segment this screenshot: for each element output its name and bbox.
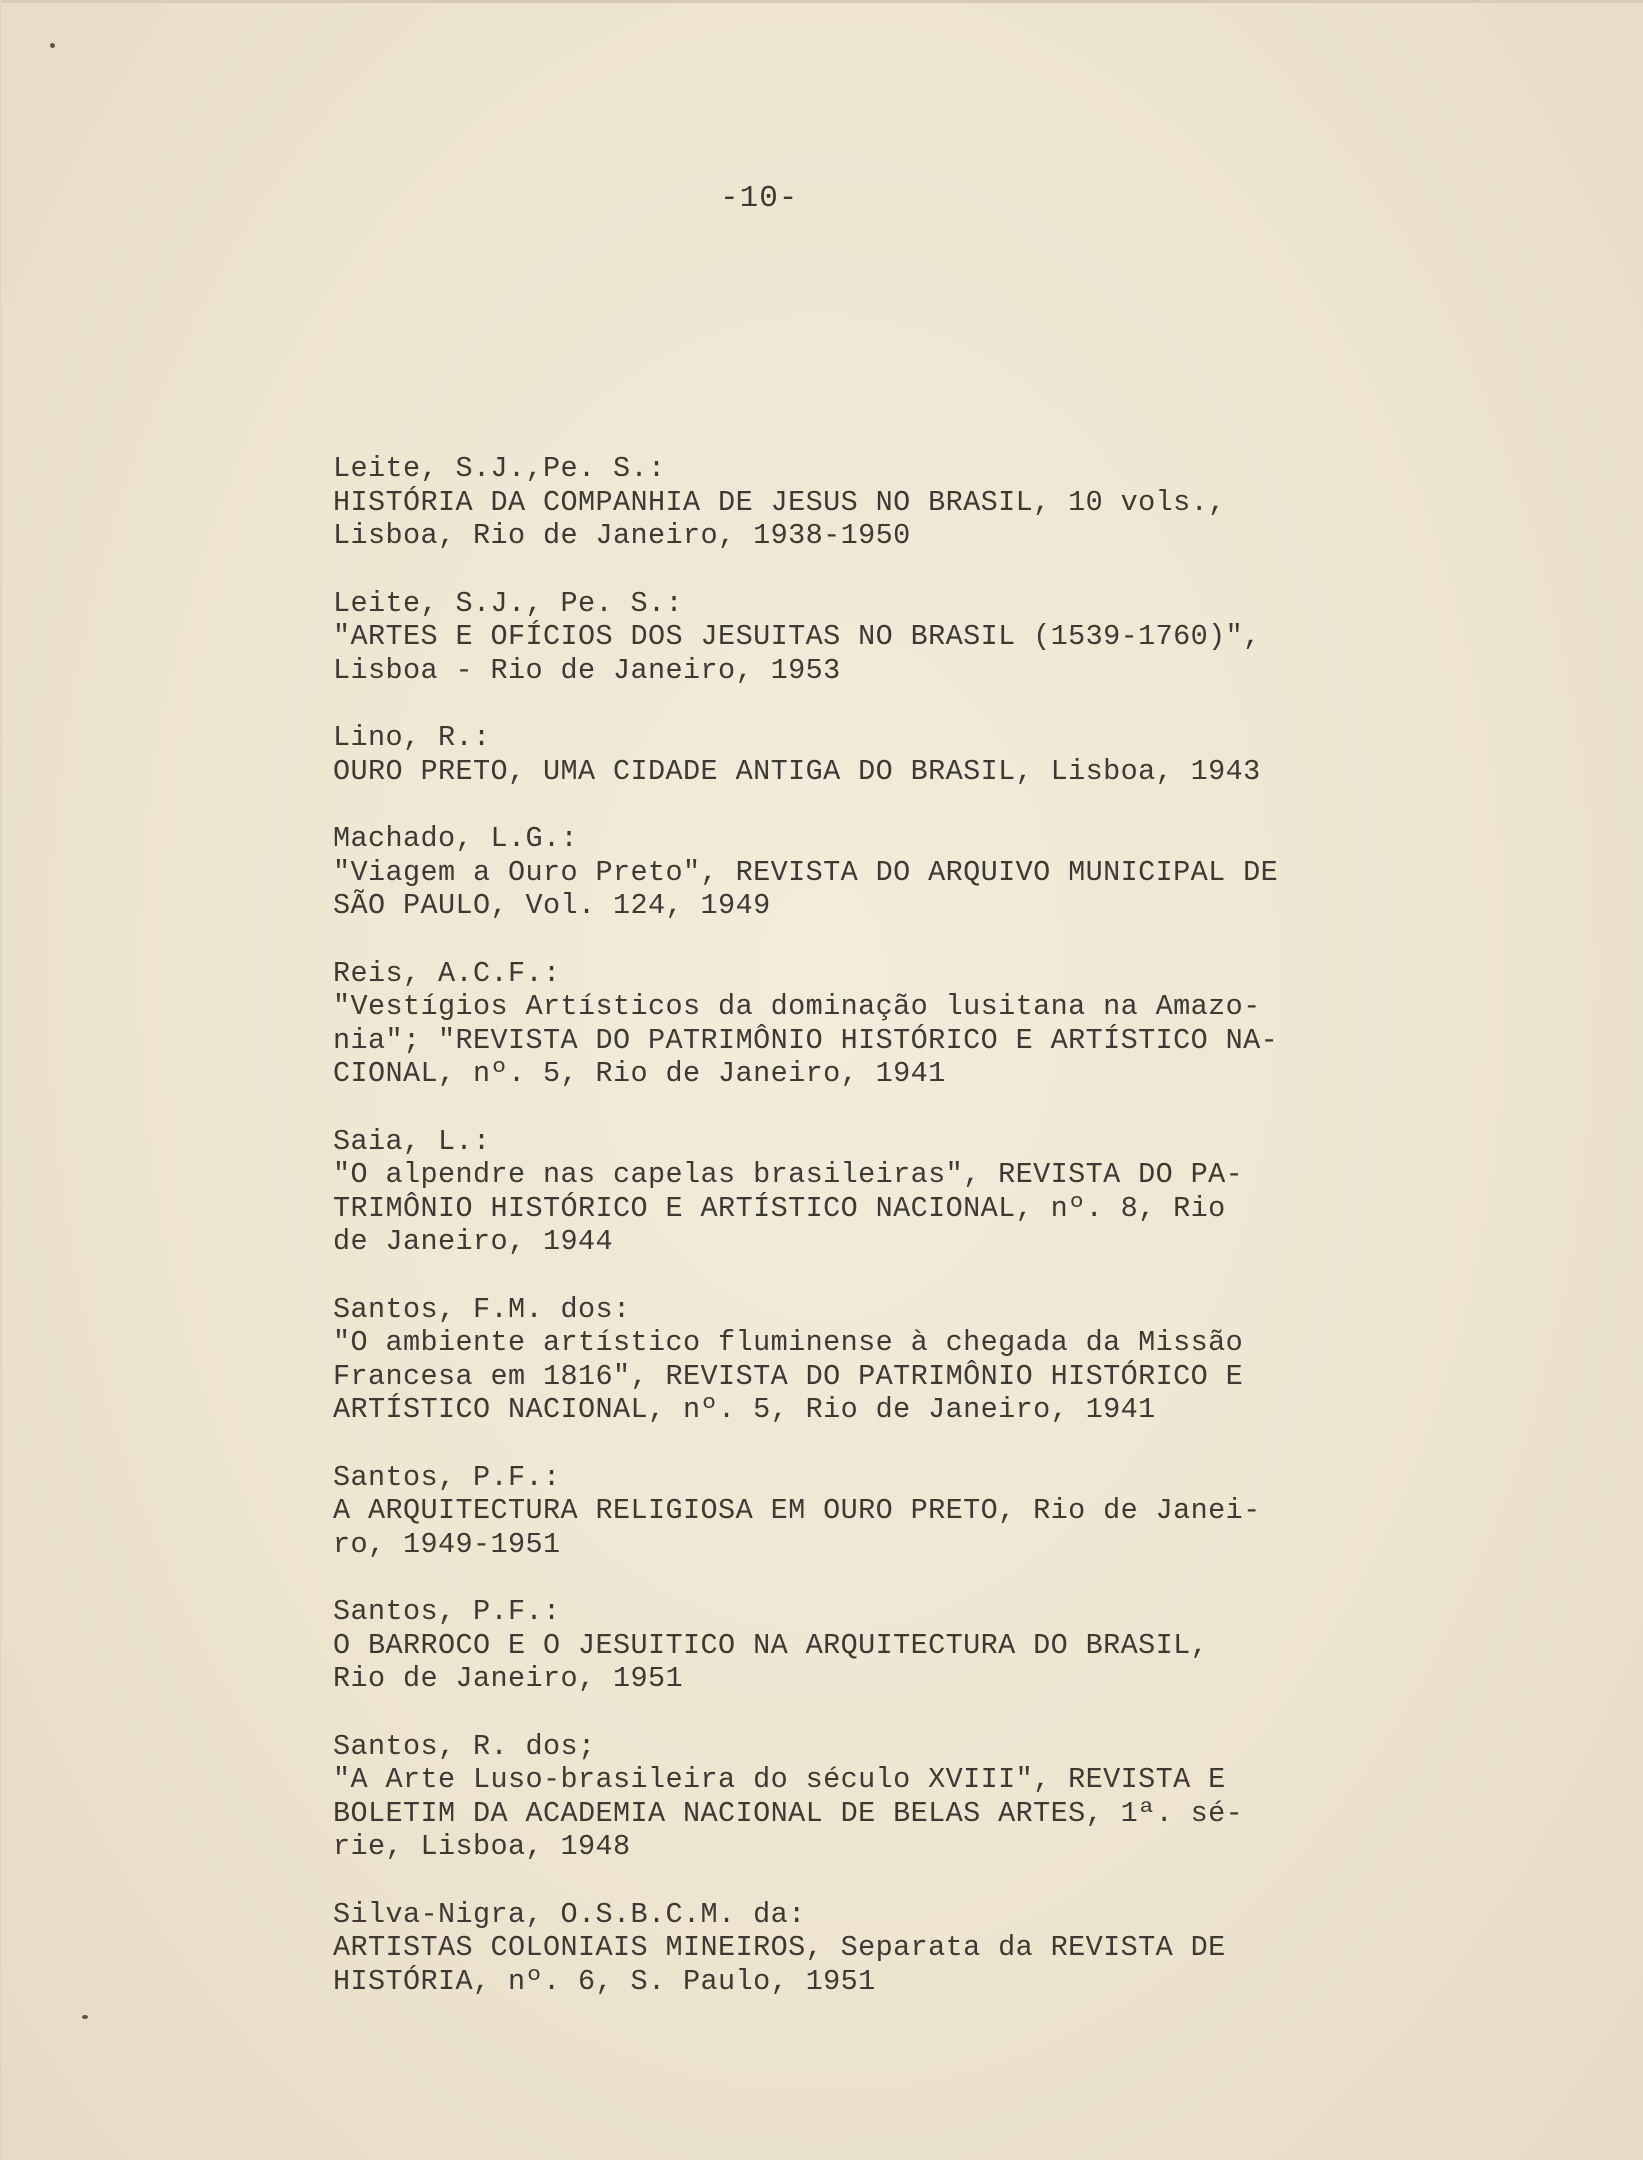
- bibliography-entry: [333, 1595, 1473, 1696]
- entry-line: BOLETIM DA ACADEMIA NACIONAL DE BELAS ARTES, 1ª. sé-: [333, 1796, 1244, 1830]
- entry-author: Reis, A.C.F.:: [333, 956, 561, 990]
- entry-line: "A Arte Luso-brasileira do século XVIII", REVISTA E: [333, 1763, 1226, 1796]
- entry-author: Leite, S.J., Pe. S.:: [333, 586, 684, 620]
- paper-speck: [50, 43, 55, 48]
- entry-author: Santos, F.M. dos:: [333, 1292, 631, 1326]
- entry-line: "O ambiente artístico fluminense à chegada da Missão: [333, 1326, 1244, 1359]
- entry-line: HISTÓRIA, nº. 6, S. Paulo, 1951: [333, 1964, 876, 1998]
- entry-line: CIONAL, nº. 5, Rio de Janeiro, 1941: [333, 1057, 946, 1090]
- bibliography-entry: [333, 721, 1473, 788]
- bibliography-entry: [333, 822, 1473, 923]
- entry-line: ARTISTAS COLONIAIS MINEIROS, Separata da REVISTA DE: [333, 1931, 1226, 1964]
- entry-line: "Vestígios Artísticos da dominação lusitana na Amazo-: [333, 990, 1261, 1023]
- entry-line: Francesa em 1816", REVISTA DO PATRIMÔNIO HISTÓRICO E: [333, 1359, 1244, 1393]
- entry-author: Saia, L.:: [333, 1124, 491, 1158]
- bibliography-entry: [333, 1461, 1473, 1562]
- entry-author: Leite, S.J.,Pe. S.:: [333, 452, 666, 485]
- entry-line: "O alpendre nas capelas brasileiras", REVISTA DO PA-: [333, 1158, 1244, 1191]
- entry-line: "Viagem a Ouro Preto", REVISTA DO ARQUIVO MUNICIPAL DE: [333, 855, 1279, 889]
- bibliography-entry: [333, 587, 1473, 688]
- entry-line: nia"; "REVISTA DO PATRIMÔNIO HISTÓRICO E ARTÍSTICO NA-: [333, 1023, 1279, 1057]
- bibliography-entry: [333, 1293, 1473, 1427]
- bibliography-entry: [333, 452, 1473, 553]
- entry-author: Silva-Nigra, O.S.B.C.M. da:: [333, 1897, 806, 1931]
- entry-author: Machado, L.G.:: [333, 822, 579, 855]
- entry-line: A ARQUITECTURA RELIGIOSA EM OURO PRETO, Rio de Janei-: [333, 1494, 1261, 1527]
- entry-author: Santos, R. dos;: [333, 1729, 596, 1763]
- page-number: -10-: [720, 181, 799, 216]
- entry-author: Santos, P.F.:: [333, 1595, 561, 1628]
- bibliography-entry: [333, 957, 1473, 1091]
- entry-author: Santos, P.F.:: [333, 1460, 561, 1494]
- bibliography-entry: [333, 1898, 1473, 1999]
- bibliography-entry: [333, 1730, 1473, 1864]
- entry-line: Lisboa, Rio de Janeiro, 1938-1950: [333, 519, 911, 552]
- entry-author: Lino, R.:: [333, 721, 491, 754]
- entry-line: OURO PRETO, UMA CIDADE ANTIGA DO BRASIL, Lisboa, 1943: [333, 754, 1261, 788]
- bibliography-entry: [333, 1125, 1473, 1259]
- entry-line: ARTÍSTICO NACIONAL, nº. 5, Rio de Janeiro, 1941: [333, 1393, 1156, 1426]
- entry-line: "ARTES E OFÍCIOS DOS JESUITAS NO BRASIL (1539-1760)",: [333, 620, 1261, 653]
- bibliography-list: [333, 452, 1473, 2032]
- entry-line: Rio de Janeiro, 1951: [333, 1662, 684, 1695]
- entry-line: rie, Lisboa, 1948: [333, 1830, 631, 1863]
- entry-line: ro, 1949-1951: [333, 1527, 561, 1561]
- entry-line: Lisboa - Rio de Janeiro, 1953: [333, 653, 841, 687]
- entry-line: TRIMÔNIO HISTÓRICO E ARTÍSTICO NACIONAL, nº. 8, Rio: [333, 1191, 1226, 1225]
- entry-line: SÃO PAULO, Vol. 124, 1949: [333, 889, 771, 922]
- entry-line: HISTÓRIA DA COMPANHIA DE JESUS NO BRASIL, 10 vols.,: [333, 485, 1226, 519]
- entry-line: de Janeiro, 1944: [333, 1225, 614, 1258]
- paper-speck: [82, 2015, 88, 2019]
- entry-line: O BARROCO E O JESUITICO NA ARQUITECTURA DO BRASIL,: [333, 1628, 1209, 1662]
